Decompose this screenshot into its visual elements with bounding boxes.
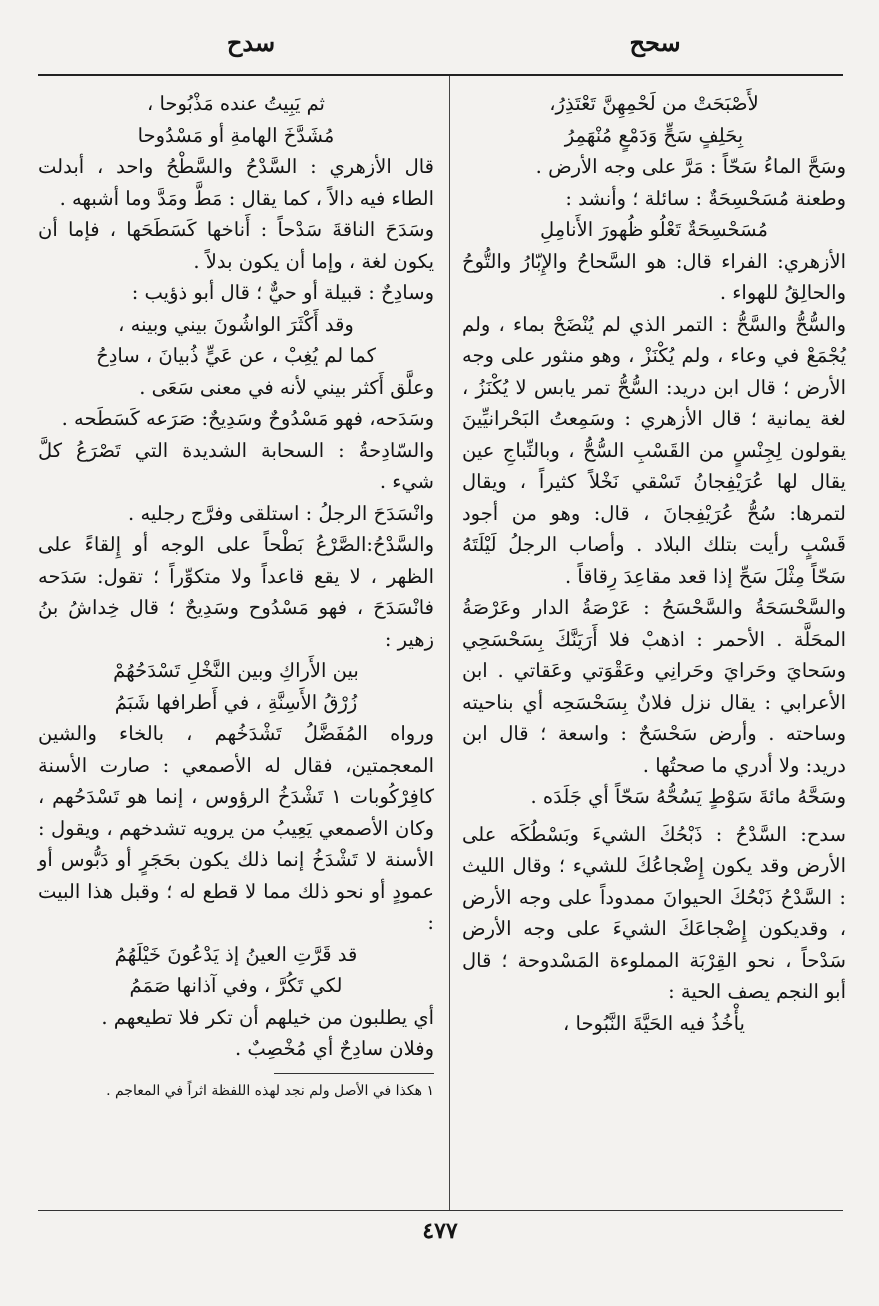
paragraph: وعلَّق أَكثر بيني لأنه في معنى سَعَى . xyxy=(139,375,434,399)
paragraph: الأزهري: الفراء قال: هو السَّحاحُ والإِبّارُ والتُّوحُ والحالِقُ للهواء . xyxy=(462,249,846,304)
entry-sadaha: سدح: السَّدْحُ : ذَبْحُكَ الشيءَ وبَسْطُكَه على الأرض وقد يكون إِضْجاعُكَ للشيء ؛ وقال الليث : السَّدْحُ ذَبْحُكَ الحيوانَ ممدوداً على وجه الأرض ، وقديكون إِضْجاعَكَ الشيءَ على وجه الأرض سَدْحاً ، نحو القِرْبَة المملوءة المَسْدوحة ؛ قال أبو النجم يصف الحية : xyxy=(462,822,846,1003)
verse-line: لكي تَكُرَّ ، وفي آذانها صَمَمُ xyxy=(129,974,343,997)
paragraph: والسّادِحةُ : السحابة الشديدة التي تَصْرَعُ كلَّ شيء . xyxy=(38,438,434,493)
left-column xyxy=(38,88,434,1102)
paragraph: والسَّدْحُ:الصَّرْعُ بَطْحاً على الوجه أو إِلقاءً على الظهر ، لا يقع قاعداً ولا متكوِّراً ؛ تقول: سَدَحه فانْسَدَحَ ، فهو مَسْدُوح وسَدِيحٌ ؛ قال خِداشُ بنُ زهير : xyxy=(38,533,434,651)
column-divider xyxy=(449,76,450,1210)
paragraph: وسَحَّ الماءُ سَحّاً : مَرَّ على وجه الأرض . xyxy=(535,155,846,178)
paragraph: قال الأزهري : السَّدْحُ والسَّطْحُ واحد ، أبدلت الطاء فيه دالاً ، كما يقال : مَطَّ ومَدَّ وما أشبهه . xyxy=(38,155,434,210)
verse-line: قد قَرَّتِ العينُ إذ يَدْعُونَ خَيْلَهُمُ xyxy=(114,942,358,966)
verse-line: لأَصْبَحَتْ من لَحْمِهِنَّ تَعْتَذِرُ، xyxy=(549,92,759,115)
verse-line: مُشَدَّخَ الهامةِ أو مَسْدُوحا xyxy=(137,123,335,147)
paragraph: ورواه المُفَضَّلُ تَشْدَخُهم ، بالخاء والشين المعجمتين، فقال له الأصمعي : صارت الأسنة كافِرْكُوبات ١ تَشْدَخُ الرؤوس ، إنما هو تَسْدَحُهم ، وكان الأصمعي يَعِيبُ من يرويه تشدخهم ، ويقول : الأسنة لا تَشْدَخُ إنما ذلك يكون بحَجَرٍ أو دَبُّوس أو عمودٍ أو نحو ذلك مما لا قطع له ؛ وقبل هذا البيت : xyxy=(38,722,434,934)
footnote: ١ هكذا في الأصل ولم نجد لهذه اللفظة اثراً في المعاجم . xyxy=(106,1082,434,1099)
right-column xyxy=(462,88,846,1039)
page-number: ٤٧٧ xyxy=(422,1218,458,1244)
header-root-right: سحح xyxy=(629,28,681,57)
paragraph: وسَدَحه، فهو مَسْدُوحٌ وسَدِيحٌ: صَرَعه كَسَطَحه . xyxy=(61,407,434,430)
footnote-rule xyxy=(274,1073,434,1074)
paragraph: والسُّحُّ والسَّحُّ : التمر الذي لم يُنْضَحْ بماء ، ولم يُجْمَعْ في وعاء ، ولم يُكْنَزْ ، وهو منثور على وجه الأرض ؛ قال ابن دريد: السُّحُّ تمر يابس لا يُكْنَزُ ، لغة يمانية ؛ قال الأزهري : وسَمِعتُ البَحْرانيِّينَ يقولون لِجِنْسٍ من القَسْبِ السُّحُّ ، وبالنِّباجِ عين يقال لها عُرَيْفِجانُ تَسْقي نَخْلاً كثيراً ، ويقال لتمرها: سُحُّ عُرَيْفِجانَ ، قال: وهو من أجود قَسْبٍ رأيت بتلك البلاد . وأصاب الرجلُ لَيْلَتَهُ سَحّاً مِثْلَ سَحِّ إذا قعد مقاعِدَ رِقاقاً . xyxy=(462,312,846,588)
header-root-left: سدح xyxy=(226,28,276,57)
verse-line: وقد أَكْثَرَ الواشُونَ بيني وبينه ، xyxy=(118,312,354,336)
verse-line: بِحَلِفٍ سَحٍّ وَدَمْعٍ مُنْهَمِرُ xyxy=(564,123,744,147)
verse-line: بين الأَراكِ وبين النَّخْلِ تَسْدَحُهُمْ xyxy=(113,659,359,682)
paragraph: وسادِحٌ : قبيلة أو حيٌّ ؛ قال أبو ذؤيب : xyxy=(131,281,434,304)
verse-line: ثم يَبِيتُ عنده مَذْبُوحا ، xyxy=(147,92,325,115)
verse-line: كما لم يُغِبْ ، عن عَيٍّ ذُبيانَ ، سادِحُ xyxy=(96,344,376,367)
bottom-rule xyxy=(38,1210,843,1211)
paragraph: وسَحَّهُ مائةَ سَوْطٍ يَسُحُّهُ سَحّاً أي جَلَدَه . xyxy=(530,785,846,808)
verse-line: مُسَحْسِحَةٌ تَعْلُو ظُهورَ الأَنامِلِ xyxy=(540,218,768,241)
paragraph: والسَّحْسَحَةُ والسَّحْسَحُ : عَرْصَةُ الدار وعَرْصَةُ المحَلَّة . الأحمر : اذهبْ فلا أَرَيَنَّكَ بِسَحْسَحِي وسَحايَ وحَرايَ وحَرانِي وعَقْوَتي وعَقاتي . ابن الأعرابي : يقال نزل فلانٌ بِسَحْسَحِه أي بناحيته وساحته . وأرض سَحْسَحٌ : واسعة ؛ قال ابن دريد: ولا أدري ما صحتُها . xyxy=(462,596,846,777)
verse-line: زُرْقُ الأَسِنَّةِ ، في أَطرافها شَبَمُ xyxy=(114,690,358,714)
paragraph: وسَدَحَ الناقةَ سَدْحاً : أَناخها كَسَطَحَها ، فإما أن يكون لغة ، وإما أن يكون بدلاً . xyxy=(38,218,434,273)
paragraph: وانْسَدَحَ الرجلُ : استلقى وفرَّج رجليه . xyxy=(128,501,434,525)
paragraph: أي يطلبون من خيلهم أن تكر فلا تطيعهم . xyxy=(101,1005,434,1029)
verse-line: يأْخُذُ فيه الحَيَّةَ النَّبُوحا ، xyxy=(563,1011,745,1035)
top-rule xyxy=(38,74,843,76)
paragraph: وفلان سادِحٌ أي مُخْصِبٌ . xyxy=(234,1037,434,1060)
paragraph: وطعنة مُسَحْسِحَةٌ : سائلة ؛ وأنشد : xyxy=(565,186,846,210)
